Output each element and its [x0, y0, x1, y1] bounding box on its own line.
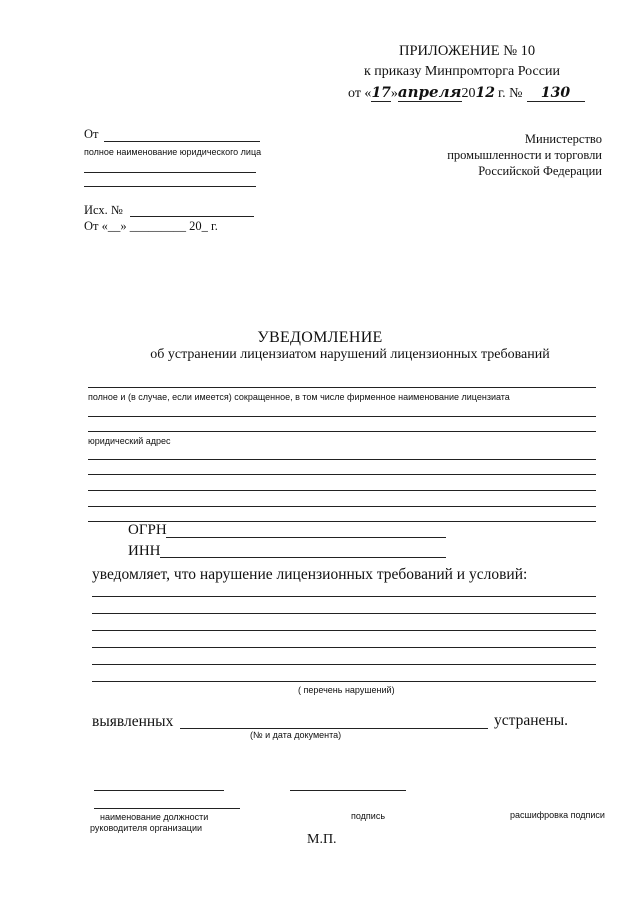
date-sep: »: [390, 86, 398, 101]
identified-label: выявленных: [92, 713, 174, 730]
date-year-end: г. №: [497, 86, 523, 101]
violation-line-1: [92, 596, 596, 597]
notify-text: уведомляет, что нарушение лицензионных требований и условий:: [92, 566, 528, 583]
document-ref-line: [180, 728, 488, 729]
ogrn-label: ОГРН: [128, 522, 167, 538]
inn-line: [160, 557, 446, 558]
signature-caption: подпись: [351, 811, 386, 821]
from-label: От: [84, 127, 99, 141]
from-line: [104, 141, 260, 142]
document-title: УВЕДОМЛЕНИЕ: [257, 329, 383, 346]
violation-line-6: [92, 681, 596, 682]
address-caption: юридический адрес: [88, 436, 171, 446]
appendix-date: [348, 83, 585, 102]
from-caption: полное наименование юридического лица: [84, 147, 262, 157]
address-line-1: [88, 459, 596, 460]
violations-caption: ( перечень нарушений): [298, 685, 395, 695]
violation-line-5: [92, 664, 596, 665]
violation-line-4: [92, 647, 596, 648]
decoding-caption: расшифровка подписи: [510, 810, 605, 820]
appendix-title: ПРИЛОЖЕНИЕ № 10: [399, 43, 536, 59]
recipient-block: [402, 131, 602, 179]
eliminated-label: устранены.: [494, 712, 568, 729]
outgoing-line: [130, 216, 254, 217]
date-month: апреля: [397, 83, 462, 101]
date-day: 17: [371, 85, 391, 101]
outgoing-label: Исх. №: [84, 203, 123, 217]
document-subtitle: об устранении лицензиатом нарушений лицензионных требований: [150, 347, 550, 362]
licensee-name-line-3: [88, 431, 596, 432]
signature-line: [290, 790, 406, 791]
appendix-order: к приказу Минпромторга России: [364, 64, 560, 79]
recipient-line-3: Российской Федерации: [478, 164, 602, 178]
from-extra-line-1: [84, 172, 256, 173]
date-year-prefix: 20: [461, 86, 476, 101]
licensee-name-caption: полное и (в случае, если имеется) сокращенное, в том числе фирменное наименование лицензиата: [88, 392, 510, 402]
position-line-2: [94, 808, 240, 809]
address-line-3: [88, 490, 596, 491]
date-year-suffix: 12: [475, 85, 495, 101]
violation-line-2: [92, 613, 596, 614]
document-ref-caption: (№ и дата документа): [250, 730, 342, 740]
recipient-line-1: Министерство: [524, 132, 602, 146]
recipient-line-2: промышленности и торговли: [447, 148, 602, 162]
address-line-2: [88, 474, 596, 475]
from-extra-line-2: [84, 186, 256, 187]
licensee-name-line: [88, 387, 596, 388]
licensee-name-line-2: [88, 416, 596, 417]
date-prefix: от «: [348, 86, 372, 101]
position-caption-1: наименование должности: [100, 812, 209, 822]
inn-label: ИНН: [128, 543, 161, 559]
position-line-1: [94, 790, 224, 791]
ogrn-line: [166, 537, 446, 538]
address-line-4: [88, 506, 596, 507]
outgoing-date: От «__» _________ 20_ г.: [84, 219, 218, 233]
order-number: 130: [527, 85, 585, 102]
position-caption-2: руководителя организации: [90, 823, 203, 833]
seal-label: М.П.: [307, 832, 337, 847]
violation-line-3: [92, 630, 596, 631]
